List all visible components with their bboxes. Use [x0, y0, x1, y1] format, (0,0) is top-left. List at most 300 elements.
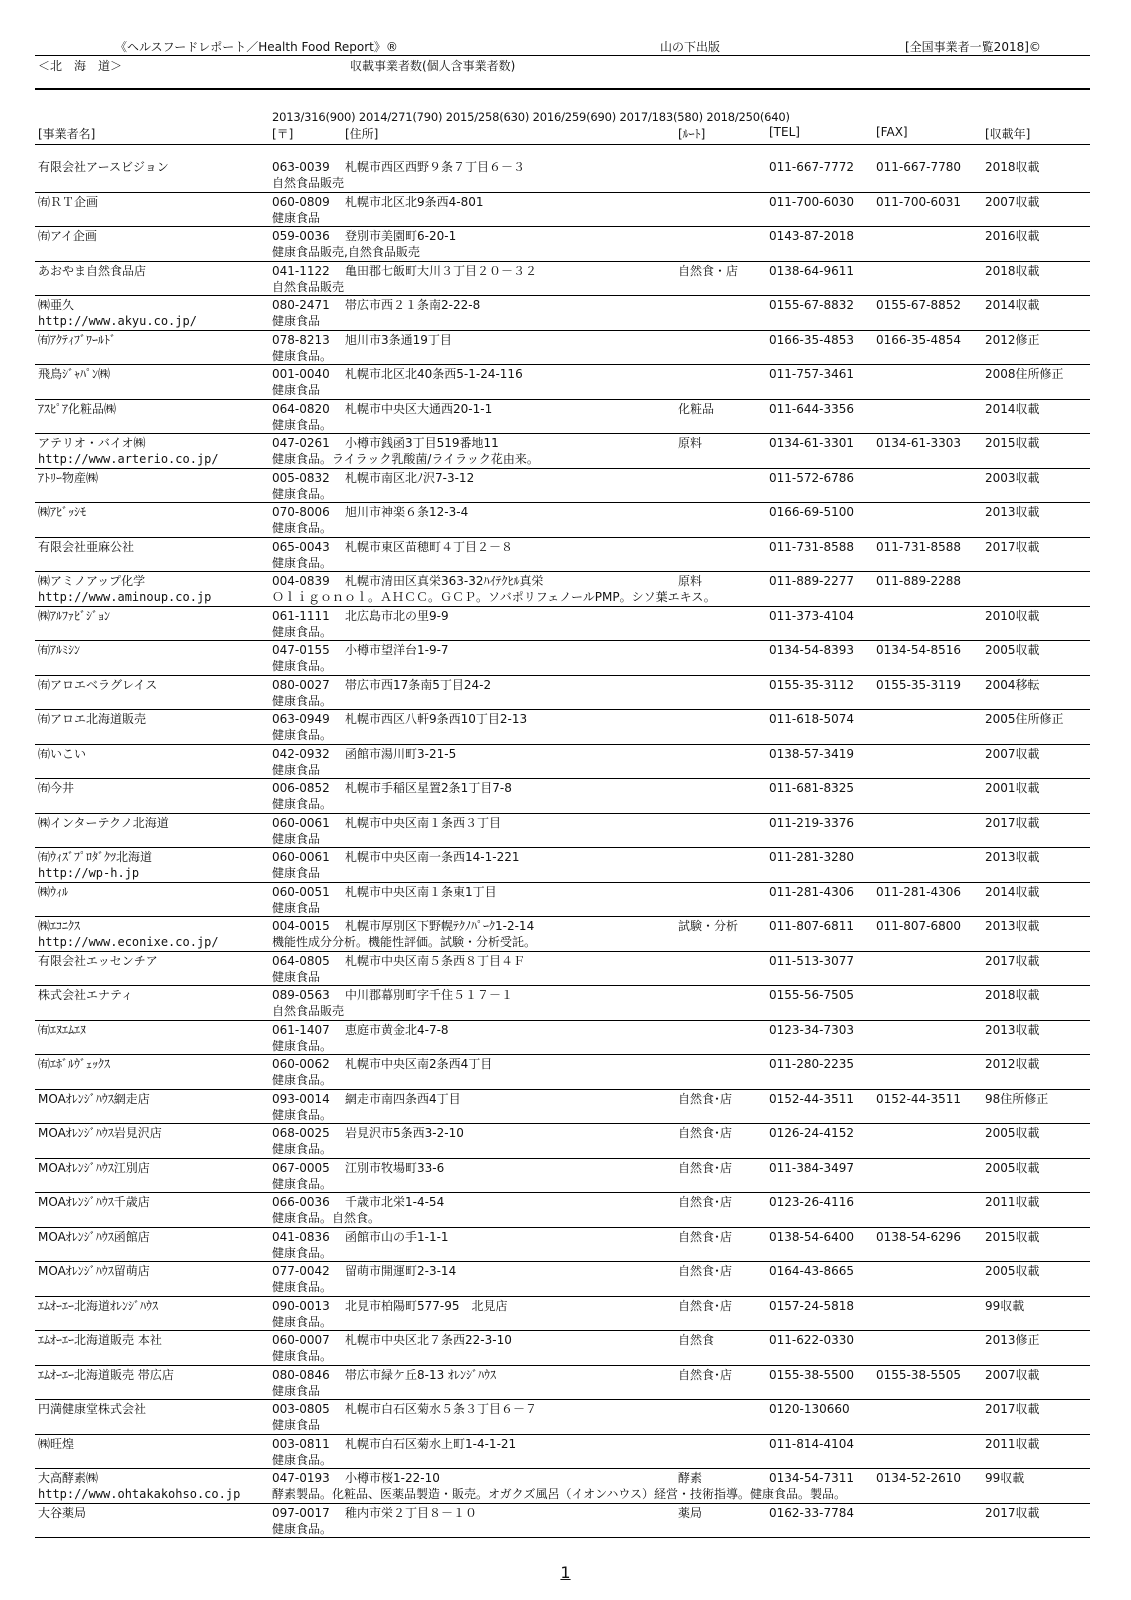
list-item [0, 469, 1131, 504]
phone-number: 0134-54-8393 [769, 643, 855, 657]
phone-number: 0155-35-3112 [769, 677, 855, 692]
phone-number: 011-384-3497 [769, 1160, 855, 1175]
address: 中川郡幕別町字千住５１７－１ [345, 988, 514, 1002]
phone-number: 011-219-3376 [769, 815, 855, 830]
list-item [0, 503, 1131, 538]
business-name: 円満健康堂株式会社 [38, 1402, 147, 1416]
business-name: ㈱亜久 [38, 298, 75, 312]
fax-number: 0166-35-4854 [876, 332, 962, 347]
address: 札幌市中央区南１条西３丁目 [345, 815, 502, 830]
list-item [0, 814, 1131, 849]
sales-route: 自然食･店 [678, 1229, 733, 1244]
listing-year: 2017収載 [985, 1402, 1040, 1416]
listing-year: 2013収載 [985, 1022, 1040, 1037]
postal-code: 006-0852 [272, 781, 330, 795]
business-name: ㈱ｳｨﾙ [38, 884, 69, 899]
listing-year: 2005収載 [985, 1160, 1040, 1175]
business-name: ㈱ｱﾋﾞｯｼﾓ [38, 505, 87, 519]
sales-route: 酵素 [678, 1471, 703, 1485]
business-name: あおやま自然食品店 [38, 263, 147, 278]
postal-code: 090-0013 [272, 1298, 330, 1313]
business-description: 健康食品。 [272, 486, 333, 501]
list-item [0, 745, 1131, 780]
column-header-rule [35, 144, 1090, 145]
address: 江別市牧場町33-6 [345, 1160, 445, 1175]
address: 帯広市緑ケ丘8-13 ｵﾚﾝｼﾞﾊｳｽ [345, 1367, 497, 1382]
sales-route: 自然食･店 [678, 1091, 733, 1106]
address: 札幌市中央区南５条西８丁目４Ｆ [345, 953, 526, 968]
postal-code: 064-0820 [272, 401, 330, 416]
address: 網走市南四条西4丁目 [345, 1091, 461, 1106]
list-item [0, 710, 1131, 745]
list-item [0, 1021, 1131, 1056]
column-header-address: [住所] [345, 127, 379, 141]
business-name: ｱｽﾋﾟｱ化粧品㈱ [38, 401, 117, 416]
business-name: ㈲アロエベラグレイス [38, 677, 158, 692]
business-name: ㈲ｴﾇｴﾑｴﾇ [38, 1022, 87, 1037]
list-item [0, 883, 1131, 918]
list-item [0, 986, 1131, 1021]
phone-number: 0166-35-4853 [769, 332, 855, 347]
phone-number: 0166-69-5100 [769, 505, 855, 519]
address: 札幌市中央区大通西20-1-1 [345, 401, 493, 416]
business-description: 健康食品。自然食。 [272, 1211, 381, 1225]
list-item [0, 1228, 1131, 1263]
address: 登別市美園町6-20-1 [345, 229, 457, 243]
listing-year: 2005住所修正 [985, 712, 1064, 726]
address: 稚内市栄２丁目８－１０ [345, 1505, 478, 1520]
business-description: 健康食品。 [272, 1349, 333, 1363]
list-item [0, 952, 1131, 987]
business-description: 健康食品 [272, 866, 321, 880]
sales-route: 化粧品 [678, 401, 715, 416]
postal-code: 047-0261 [272, 436, 330, 450]
address: 札幌市南区北ﾉ沢7-3-12 [345, 470, 475, 485]
postal-code: 005-0832 [272, 470, 330, 485]
business-description: 健康食品。 [272, 348, 333, 363]
column-header-tel: [TEL] [769, 125, 800, 139]
business-name: MOAｵﾚﾝｼﾞﾊｳｽ函館店 [38, 1229, 150, 1244]
phone-number: 011-280-2235 [769, 1057, 855, 1071]
address: 札幌市白石区菊水上町1-4-1-21 [345, 1436, 517, 1451]
business-description: 健康食品 [272, 900, 321, 915]
sales-route: 自然食 [678, 1333, 715, 1347]
postal-code: 060-0061 [272, 850, 330, 864]
business-description: 健康食品。 [272, 1245, 333, 1260]
business-name: ㈲今井 [38, 781, 75, 795]
business-description: 健康食品 [272, 969, 321, 984]
business-name: ㈲ｱｸﾃｨﾌﾞﾜｰﾙﾄﾞ [38, 332, 117, 347]
business-description: 健康食品。 [272, 728, 333, 742]
phone-number: 0123-26-4116 [769, 1195, 855, 1209]
address: 小樽市望洋台1-9-7 [345, 643, 449, 657]
listing-year: 2012修正 [985, 332, 1040, 347]
sales-route: 自然食･店 [678, 1298, 733, 1313]
sales-route: 自然食･店 [678, 1367, 733, 1382]
listing-year: 98住所修正 [985, 1091, 1049, 1106]
postal-code: 060-0061 [272, 815, 330, 830]
fax-number: 011-731-8588 [876, 539, 962, 554]
business-url[interactable]: http://www.akyu.co.jp/ [38, 314, 197, 328]
list-item [0, 1159, 1131, 1194]
postal-code: 041-1122 [272, 263, 330, 278]
list-item [0, 400, 1131, 435]
address: 札幌市北区北40条西5-1-24-116 [345, 367, 523, 381]
fax-number: 011-889-2288 [876, 574, 962, 588]
postal-code: 003-0805 [272, 1402, 330, 1416]
address: 札幌市清田区真栄363-32ﾊｲﾃｸﾋﾙ真栄 [345, 574, 544, 588]
business-description: 健康食品。 [272, 624, 333, 639]
phone-number: 011-373-4104 [769, 608, 855, 623]
postal-code: 067-0005 [272, 1160, 330, 1175]
postal-code: 047-0193 [272, 1471, 330, 1485]
postal-code: 060-0007 [272, 1333, 330, 1347]
business-url[interactable]: http://www.ohtakakohso.co.jp [38, 1487, 241, 1501]
business-description: 健康食品。 [272, 1038, 333, 1053]
phone-number: 0134-61-3301 [769, 436, 855, 450]
business-description: 健康食品。 [272, 1073, 333, 1087]
list-item [0, 1262, 1131, 1297]
phone-number: 011-681-8325 [769, 781, 855, 795]
business-description: 健康食品販売,自然食品販売 [272, 245, 420, 259]
list-item [0, 1469, 1131, 1504]
business-name: ㈱ｱﾙﾌｧﾋﾞｼﾞｮﾝ [38, 608, 111, 623]
business-description: Ｏｌｉｇｏｎｏｌ。ＡＨＣＣ。ＧＣＰ。ソバポリフェノールPMP。シソ葉エキス。 [272, 590, 716, 604]
list-item [0, 676, 1131, 711]
phone-number: 0155-56-7505 [769, 988, 855, 1002]
column-header-name: [事業者名] [38, 127, 96, 141]
publisher-name: 山の下出版 [660, 40, 721, 54]
address: 札幌市西区西野９条７丁目６－３ [345, 160, 526, 174]
business-description: 健康食品。 [272, 1280, 333, 1294]
list-item [0, 434, 1131, 469]
list-item [0, 296, 1131, 331]
business-description: 機能性成分分析。機能性評価。試験・分析受託。 [272, 935, 537, 949]
business-description: 健康食品 [272, 383, 321, 397]
listing-year: 2018収載 [985, 263, 1040, 278]
report-title: 《ヘルスフードレポート／Health Food Report》® [115, 40, 398, 54]
business-name: ｴﾑｵｰｴｰ北海道販売 本社 [38, 1333, 162, 1347]
business-name: ㈲ｳｨｽﾞﾌﾟﾛﾀﾞｸﾂ北海道 [38, 850, 153, 864]
phone-number: 0152-44-3511 [769, 1091, 855, 1106]
listing-year: 2018収載 [985, 988, 1040, 1002]
postal-code: 060-0062 [272, 1057, 330, 1071]
fax-number: 011-807-6800 [876, 919, 962, 933]
business-name: MOAｵﾚﾝｼﾞﾊｳｽ網走店 [38, 1091, 150, 1106]
listing-year: 2016収載 [985, 229, 1040, 243]
phone-number: 011-572-6786 [769, 470, 855, 485]
list-item [0, 848, 1131, 883]
business-name: 有限会社エッセンチア [38, 953, 158, 968]
listing-year: 2003収載 [985, 470, 1040, 485]
business-description: 健康食品。 [272, 417, 333, 432]
business-description: 健康食品。 [272, 521, 333, 535]
phone-number: 011-700-6030 [769, 194, 855, 209]
business-name: 大高酵素㈱ [38, 1471, 99, 1485]
list-item [0, 1331, 1131, 1366]
page-number: 1 [560, 1563, 571, 1582]
phone-number: 0164-43-8665 [769, 1264, 855, 1278]
list-item [0, 1504, 1131, 1539]
phone-number: 0155-67-8832 [769, 298, 855, 312]
listing-year: 2017収載 [985, 1505, 1040, 1520]
listing-year: 2017収載 [985, 953, 1040, 968]
address: 岩見沢市5条西3-2-10 [345, 1126, 464, 1140]
sales-route: 原料 [678, 574, 703, 588]
list-item [0, 1193, 1131, 1228]
phone-number: 011-281-4306 [769, 884, 855, 899]
listing-year: 2013収載 [985, 850, 1040, 864]
phone-number: 0138-64-9611 [769, 263, 855, 278]
address: 帯広市西２１条南2-22-8 [345, 298, 481, 312]
address: 千歳市北栄1-4-54 [345, 1195, 445, 1209]
phone-number: 011-814-4104 [769, 1436, 855, 1451]
fax-number: 0134-61-3303 [876, 436, 962, 450]
business-name: 飛鳥ｼﾞｬﾊﾟﾝ㈱ [38, 367, 111, 381]
postal-code: 068-0025 [272, 1126, 330, 1140]
fax-number: 0134-54-8516 [876, 643, 962, 657]
listing-year: 99収載 [985, 1298, 1025, 1313]
address: 恵庭市黄金北4-7-8 [345, 1022, 449, 1037]
business-description: 自然食品販売 [272, 176, 345, 190]
postal-code: 004-0839 [272, 574, 330, 588]
business-name: ㈱インターテクノ北海道 [38, 815, 169, 830]
phone-number: 011-731-8588 [769, 539, 855, 554]
list-item [0, 158, 1131, 193]
address: 札幌市手稲区星置2条1丁目7-8 [345, 781, 512, 795]
listing-year: 2014収載 [985, 884, 1040, 899]
business-name: ㈲アロエ北海道販売 [38, 712, 147, 726]
address: 北見市柏陽町577-95 北見店 [345, 1298, 508, 1313]
postal-code: 063-0949 [272, 712, 330, 726]
business-name: 大谷薬局 [38, 1505, 87, 1520]
phone-number: 0143-87-2018 [769, 229, 855, 243]
header-rule [35, 55, 1090, 56]
fax-number: 011-281-4306 [876, 884, 962, 899]
business-name: ｴﾑｵｰｴｰ北海道ｵﾚﾝｼﾞﾊｳｽ [38, 1298, 159, 1313]
address: 亀田郡七飯町大川３丁目２０－３２ [345, 263, 538, 278]
sales-route: 薬局 [678, 1505, 703, 1520]
sales-route: 自然食･店 [678, 1160, 733, 1175]
postal-code: 066-0036 [272, 1195, 330, 1209]
business-url[interactable]: http://www.aminoup.co.jp [38, 590, 212, 604]
sales-route: 自然食・店 [678, 263, 739, 278]
fax-number: 0155-67-8852 [876, 298, 962, 312]
business-description: 健康食品。 [272, 555, 333, 570]
address: 札幌市中央区北７条西22-3-10 [345, 1333, 512, 1347]
listing-year: 2011収載 [985, 1436, 1040, 1451]
postal-code: 065-0043 [272, 539, 330, 554]
business-url[interactable]: http://wp-h.jp [38, 866, 140, 880]
list-item [0, 1124, 1131, 1159]
phone-number: 0123-34-7303 [769, 1022, 855, 1037]
business-description: 酵素製品。化粧品、医薬品製造・販売。オガクズ風呂（イオンハウス）経営・技術指導。健康食品。製品。 [272, 1487, 846, 1501]
business-name: 株式会社エナティ [38, 988, 134, 1002]
postal-code: 041-0836 [272, 1229, 330, 1244]
business-name: ｴﾑｵｰｴｰ北海道販売 帯広店 [38, 1367, 174, 1382]
address: 札幌市厚別区下野幌ﾃｸﾉﾊﾟｰｸ1-2-14 [345, 919, 535, 933]
phone-number: 0162-33-7784 [769, 1505, 855, 1520]
phone-number: 0157-24-5818 [769, 1298, 855, 1313]
list-item [0, 193, 1131, 228]
business-description: 健康食品 [272, 210, 321, 225]
listing-year: 2008住所修正 [985, 367, 1064, 381]
address: 函館市山の手1-1-1 [345, 1229, 449, 1244]
listing-year: 2013収載 [985, 505, 1040, 519]
phone-number: 0120-130660 [769, 1402, 850, 1416]
address: 札幌市中央区南１条東1丁目 [345, 884, 497, 899]
listing-year: 2017収載 [985, 539, 1040, 554]
address: 小樽市銭函3丁目519番地11 [345, 436, 499, 450]
business-description: 健康食品 [272, 762, 321, 777]
phone-number: 011-889-2277 [769, 574, 855, 588]
column-header-zip: [〒] [272, 127, 294, 141]
business-name: MOAｵﾚﾝｼﾞﾊｳｽ留萌店 [38, 1264, 150, 1278]
sales-route: 自然食･店 [678, 1195, 733, 1209]
list-item [0, 1435, 1131, 1470]
phone-number: 0155-38-5500 [769, 1367, 855, 1382]
address: 旭川市神楽６条12-3-4 [345, 505, 469, 519]
listing-year: 2014収載 [985, 401, 1040, 416]
business-description: 自然食品販売 [272, 1004, 345, 1018]
sales-route: 試験・分析 [678, 919, 739, 933]
postal-code: 061-1407 [272, 1022, 330, 1037]
business-description: 自然食品販売 [272, 279, 345, 294]
phone-number: 011-622-0330 [769, 1333, 855, 1347]
list-item [0, 641, 1131, 676]
list-item [0, 1400, 1131, 1435]
address: 北広島市北の里9-9 [345, 608, 449, 623]
phone-number: 0138-57-3419 [769, 746, 855, 761]
listing-year: 99収載 [985, 1471, 1025, 1485]
listing-year: 2015収載 [985, 1229, 1040, 1244]
list-item [0, 779, 1131, 814]
phone-number: 011-667-7772 [769, 160, 855, 174]
business-name: 有限会社亜麻公社 [38, 539, 135, 554]
sales-route: 原料 [678, 436, 703, 450]
business-description: 健康食品。 [272, 1521, 333, 1536]
postal-code: 003-0811 [272, 1436, 330, 1451]
postal-code: 059-0036 [272, 229, 330, 243]
business-name: MOAｵﾚﾝｼﾞﾊｳｽ千歳店 [38, 1195, 150, 1209]
column-header-route: [ﾙｰﾄ] [678, 127, 706, 141]
postal-code: 080-0027 [272, 677, 330, 692]
business-description: 健康食品。 [272, 1142, 333, 1156]
phone-number: 011-807-6811 [769, 919, 855, 933]
listing-year: 2011収載 [985, 1195, 1040, 1209]
postal-code: 093-0014 [272, 1091, 330, 1106]
business-description: 健康食品。 [272, 659, 333, 673]
address: 札幌市中央区南2条西4丁目 [345, 1057, 493, 1071]
address: 札幌市中央区南一条西14-1-221 [345, 850, 520, 864]
listing-year: 2007収載 [985, 1367, 1040, 1382]
postal-code: 001-0040 [272, 367, 330, 381]
postal-code: 063-0039 [272, 160, 330, 174]
yearly-stats: 2013/316(900) 2014/271(790) 2015/258(630) 2016/259(690) 2017/183(580) 2018/250(640) [272, 110, 790, 124]
address: 札幌市北区北9条西4-801 [345, 194, 484, 209]
listing-year: 2017収載 [985, 815, 1040, 830]
phone-number: 0138-54-6400 [769, 1229, 855, 1244]
phone-number: 011-618-5074 [769, 712, 855, 726]
address: 札幌市東区苗穂町４丁目２－８ [345, 539, 514, 554]
list-item [0, 331, 1131, 366]
business-description: 健康食品。 [272, 1452, 333, 1467]
business-name: ㈲ＲＴ企画 [38, 194, 99, 209]
postal-code: 004-0015 [272, 919, 330, 933]
postal-code: 089-0563 [272, 988, 330, 1002]
postal-code: 047-0155 [272, 643, 330, 657]
business-name: ㈱アミノアップ化学 [38, 574, 146, 588]
fax-number: 0134-52-2610 [876, 1471, 962, 1485]
business-description: 健康食品。 [272, 1314, 333, 1329]
business-description: 健康食品。ライラック乳酸菌/ライラック花由来。 [272, 452, 539, 466]
column-header-year: [収載年] [985, 127, 1031, 141]
fax-number: 0155-35-3119 [876, 677, 962, 692]
business-description: 健康食品 [272, 831, 321, 846]
list-item [0, 607, 1131, 642]
listing-year: 2005収載 [985, 643, 1040, 657]
phone-number: 011-513-3077 [769, 953, 855, 968]
business-url[interactable]: http://www.econixe.co.jp/ [38, 935, 219, 949]
sales-route: 自然食･店 [678, 1264, 733, 1278]
list-item [0, 1090, 1131, 1125]
postal-code: 097-0017 [272, 1505, 330, 1520]
listing-year: 2007収載 [985, 746, 1040, 761]
listing-year: 2013収載 [985, 919, 1040, 933]
fax-number: 0138-54-6296 [876, 1229, 962, 1244]
address: 留萌市開運町2-3-14 [345, 1264, 457, 1278]
business-name: ㈱ｴｺﾆｸｽ [38, 919, 81, 933]
fax-number: 011-667-7780 [876, 160, 962, 174]
address: 札幌市西区八軒9条西10丁目2-13 [345, 712, 528, 726]
business-name: ｱﾄﾘｰ物産㈱ [38, 470, 99, 485]
business-list [0, 158, 1131, 1538]
business-description: 健康食品 [272, 1418, 321, 1432]
list-item [0, 917, 1131, 952]
business-url[interactable]: http://www.arterio.co.jp/ [38, 452, 219, 466]
business-description: 健康食品。 [272, 1176, 333, 1191]
list-item [0, 1366, 1131, 1401]
business-name: 有限会社アースビジョン [38, 160, 169, 174]
list-item [0, 538, 1131, 573]
listing-year: 2018収載 [985, 160, 1040, 174]
postal-code: 070-8006 [272, 505, 330, 519]
postal-code: 077-0042 [272, 1264, 330, 1278]
region-label: ＜北 海 道＞ [38, 59, 123, 73]
phone-number: 011-644-3356 [769, 401, 855, 416]
business-name: アテリオ・バイオ㈱ [38, 436, 146, 450]
business-name: ㈲ｴﾎﾞﾙｳﾞｪｯｸｽ [38, 1057, 111, 1071]
postal-code: 060-0051 [272, 884, 330, 899]
fax-number: 0155-38-5505 [876, 1367, 962, 1382]
business-name: MOAｵﾚﾝｼﾞﾊｳｽ江別店 [38, 1160, 150, 1175]
listing-year: 2012収載 [985, 1057, 1040, 1071]
address: 札幌市白石区菊水５条３丁目６－７ [345, 1402, 538, 1416]
counts-label: 収載事業者数(個人含事業者数) [350, 59, 516, 73]
directory-title: [全国事業者一覧2018]© [905, 40, 1041, 54]
business-name: MOAｵﾚﾝｼﾞﾊｳｽ岩見沢店 [38, 1126, 162, 1140]
business-name: ㈲アイ企画 [38, 229, 97, 243]
fax-number: 011-700-6031 [876, 194, 962, 209]
phone-number: 0126-24-4152 [769, 1126, 855, 1140]
postal-code: 078-8213 [272, 332, 330, 347]
section-rule [35, 88, 1090, 90]
list-item [0, 365, 1131, 400]
business-name: ㈲いこい [38, 746, 87, 761]
postal-code: 064-0805 [272, 953, 330, 968]
postal-code: 080-2471 [272, 298, 330, 312]
listing-year: 2001収載 [985, 781, 1040, 795]
